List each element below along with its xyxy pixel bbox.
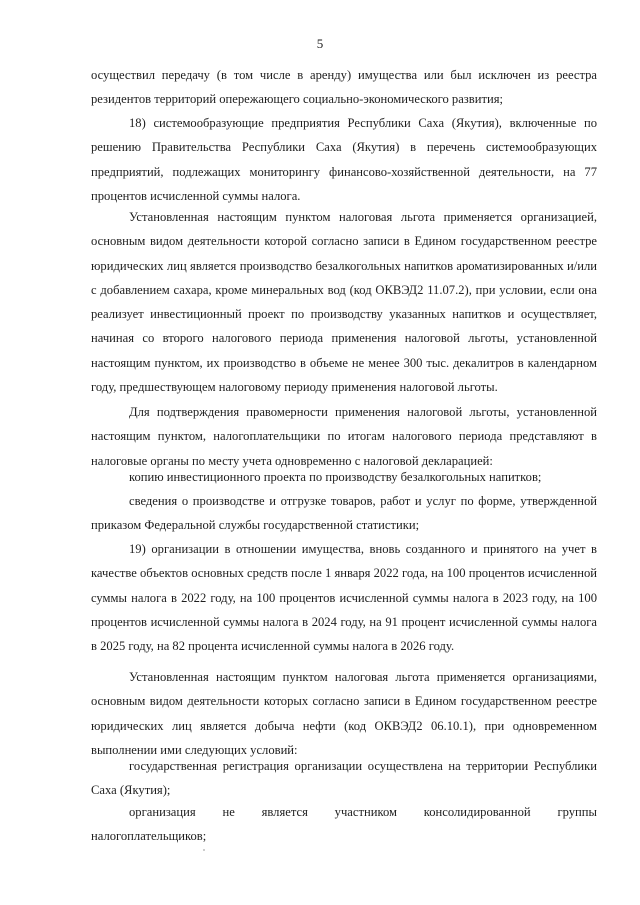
scan-speck bbox=[203, 849, 205, 851]
paragraph-3: Установленная настоящим пунктом налоговая льгота применяется организацией, основным видом деятельности которой согласно записи в Едином государственном реестре юридических лиц является производство безалкогольных напитков ароматизированных и/или с добавлением сахара, кроме минеральных вод (код ОКВЭД2 11.07.2), при условии, если она реализует инвестиционный проект по производству указанных напитков и осуществляет, начиная со второго налогового периода применения налоговой льготы, установленной настоящим пунктом, их производство в объеме не менее 300 тыс. декалитров в календарном году, предшествующем налоговому периоду применения налоговой льготы. bbox=[91, 210, 597, 395]
paragraph-7: 19) организации в отношении имущества, вновь созданного и принятого на учет в качестве объектов основных средств после 1 января 2022 года, на 100 процентов исчисленной суммы налога в 2022 году, на 100 процентов исчисленной суммы налога в 2023 году, на 100 процентов исчисленной суммы налога в 2024 году, на 91 процент исчисленной суммы налога в 2025 году, на 82 процента исчисленной суммы налога в 2026 году. bbox=[91, 542, 597, 654]
paragraph-10: организация не является участником консолидированной группы налогоплательщиков; bbox=[91, 805, 597, 844]
paragraph-6: сведения о производстве и отгрузке товаров, работ и услуг по форме, утвержденной приказом Федеральной службы государственной статистики; bbox=[91, 494, 597, 533]
paragraph-4: Для подтверждения правомерности применения налоговой льготы, установленной настоящим пунктом, налогоплательщики по итогам налогового периода представляют в налоговые органы по месту учета одновременно с налоговой декларацией: bbox=[91, 405, 597, 468]
paragraph-8: Установленная настоящим пунктом налоговая льгота применяется организациями, основным видом деятельности которых согласно записи в Едином государственном реестре юридических лиц является добыча нефти (код ОКВЭД2 06.10.1), при одновременном выполнении ими следующих условий: bbox=[91, 670, 597, 757]
paragraph-1: осуществил передачу (в том числе в аренду) имущества или был исключен из реестра резидентов территорий опережающего социально-экономического развития; bbox=[91, 68, 597, 107]
paragraph-2: 18) системообразующие предприятия Республики Саха (Якутия), включенные по решению Правительства Республики Саха (Якутия) в перечень системообразующих предприятий, подлежащих мониторингу финансово-хозяйственной деятельности, на 77 процентов исчисленной суммы налога. bbox=[91, 116, 597, 203]
paragraph-9: государственная регистрация организации осуществлена на территории Республики Саха (Якутия); bbox=[91, 759, 597, 798]
page-number: 5 bbox=[316, 36, 324, 51]
paragraph-5: копию инвестиционного проекта по производству безалкогольных напитков; bbox=[129, 470, 542, 484]
